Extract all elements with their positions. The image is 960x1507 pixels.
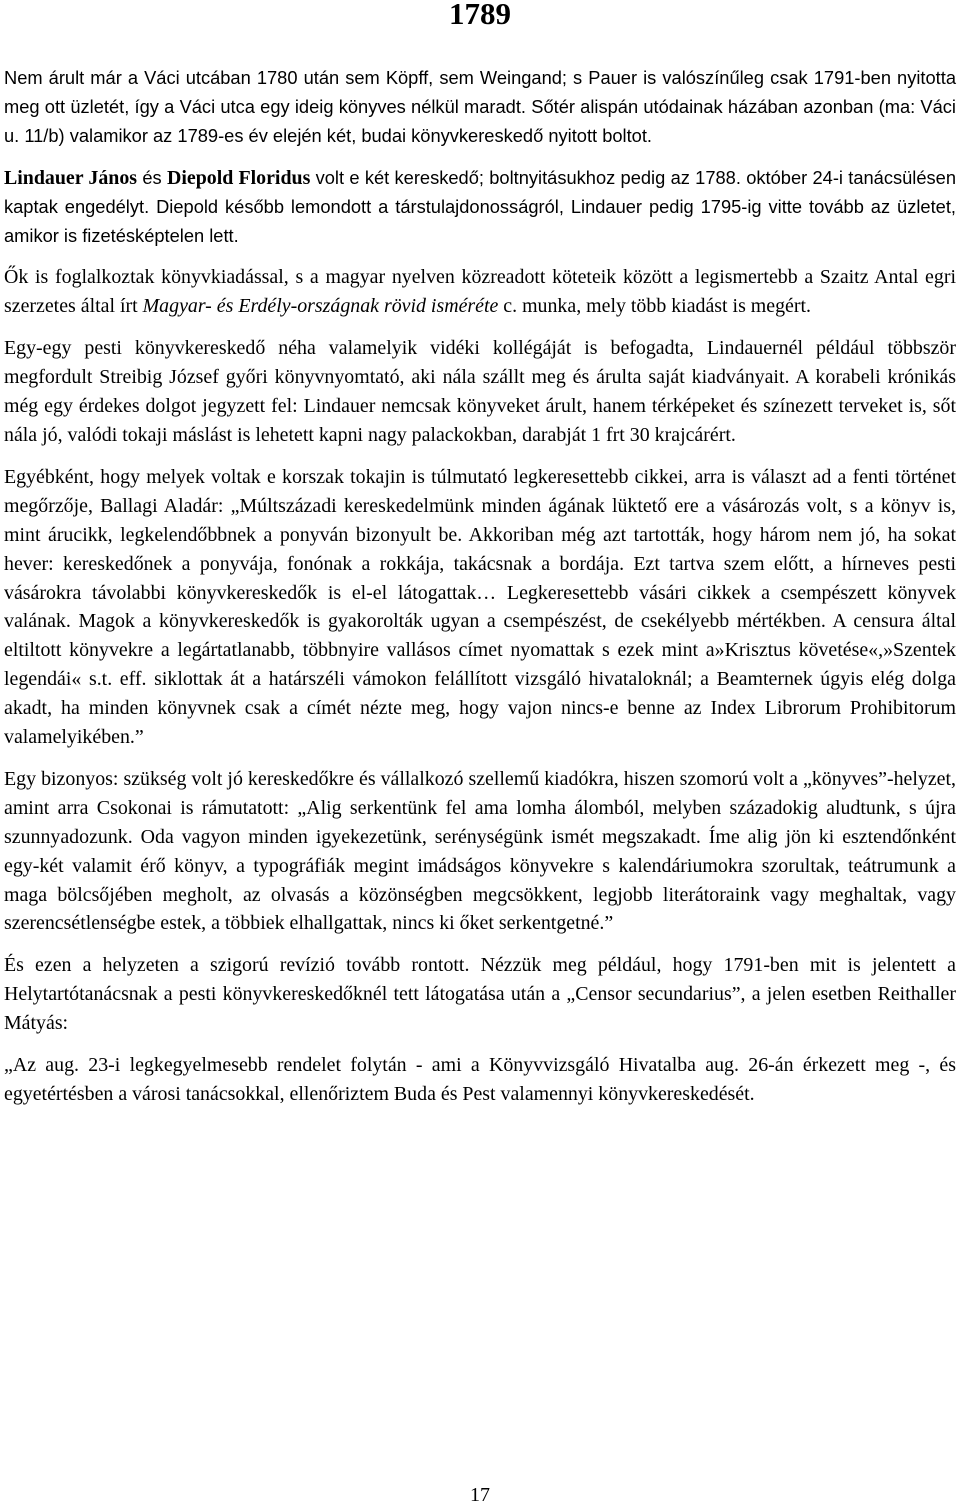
paragraph-2 — [4, 164, 956, 251]
paragraph-6: Egy bizonyos: szükség volt jó kereskedőkre és vállalkozó szellemű kiadókra, hiszen szomorú volt a „könyves”-helyzet, amint arra Csokonai is rámutatott: „Alig serkentünk fel ama lomha álomból, melyben századokig aludtunk, s újra szunnyadozunk. Oda vagyon minden igyekezetünk, serénységünk ismét megszakadt. Íme alig jön ki esztendőnként egy-két valamit érő könyv, a typográfiák megint imádságos könyvekre s kalendáriumokra szorultak, teátrumunk a maga bölcsőjében megholt, az olvasás a közönségben megcsökkent, legjobb literátoraink vagy meghaltak, vagy szerencsétlenségbe estek, a többiek elhallgattak, nincs ki őket serkentgetné.” — [4, 767, 956, 935]
paragraph-3-before: Ők is foglalkoztak könyvkiadással, s a magyar nyelven közreadott köteteik között a legismertebb a Szaitz Antal egri szerzetes által írt — [4, 266, 956, 318]
paragraph-3-after: c. munka, mely több kiadást is megért. — [498, 295, 811, 318]
name-diepold: Diepold Floridus — [166, 166, 311, 189]
paragraph-2-text-a: volt e két kereskedő; boltnyitásukhoz pedig az 1788. október 24-i tanácsülésen kaptak engedélyt. — [4, 166, 957, 217]
conjunction-text: és — [137, 166, 167, 188]
paragraph-5: Egyébként, hogy melyek voltak e korszak tokajin is túlmutató legkeresettebb cikkei, arra is választ ad a fenti történet megőrzője, Ballagi Aladár: „Múltszázadi kereskedelmünk minden ágának lüktető ere a vásározás volt, s a könyv is, mint árucikk, legkelendőbbnek a ponyván bizonyult be. Akkoriban még azt tartották, hogy három nem jó, ha sokat hever: kereskedőnek a ponyvája, fonónak a rokkája, takácsnak a bordája. Ezt tartva szem előtt, a hírneves pesti vásárokra távolabbi könyvkereskedők is el-el látogattak… Legkeresettebb vásári cikkek a csempészett könyvek valának. Magok a könyvkereskedők is gyakorolták ugyan a csempészést, de csekélyebb mértékben. A censura által eltiltott könyvekre a legártatlanabb, többnyire vallásos címet nyomattak s ezek mint a»Krisztus követése«,»Szentek legendái« s.t. eff. siklottak át a határszéli vámokon felállított vizsgáló hivataloknál; a Beamternek úgyis elég dolga akadt, ha minden könyvnek csak a címét nézte meg, hogy vajon nincs-e benne az Index Librorum Prohibitorum valamelyikében.” — [4, 465, 956, 749]
paragraph-1-text: Nem árult már a Váci utcában 1780 után sem Köpff, sem Weingand; s Pauer is valószínűleg csak 1791-ben nyitotta meg ott üzletét, így a Váci utca egy ideig könyves nélkül maradt. Sőtér alispán utódainak házában azonban (ma: Váci u. 11/b) valamikor az 1789-es év elején két, budai könyvkereskedő nyitott boltot. — [4, 67, 956, 146]
paragraph-4: Egy-egy pesti könyvkereskedő néha valamelyik vidéki kollégáját is befogadta, Lindauernél például többször megfordult Streibig József győri könyvnyomtató, aki nála szállt meg és árulta saját kiadványait. A korabeli krónikás még egy érdekes dolgot jegyzett fel: Lindauer nemcsak könyveket árult, hanem térképeket és színezett terveket is, sőt nála jó, valódi tokaji máslást is lehetett kapni nagy palackokban, darabját 1 frt 30 krajcárért. — [4, 337, 956, 446]
page-number: 17 — [470, 1484, 490, 1506]
paragraph-1 — [4, 64, 956, 151]
paragraph-2-text-b: Diepold később lemondott a társtulajdonosságról, Lindauer pedig 1795-ig vitte tovább az üzletet, amikor is fizetésképtelen lett. — [4, 195, 956, 246]
name-lindauer: Lindauer János — [4, 166, 138, 189]
page-title: 1789 — [449, 0, 511, 31]
paragraph-7: És ezen a helyzeten a szigorú revízió tovább rontott. Nézzük meg például, hogy 1791-ben mit is jelentett a Helytartótanácsnak a pesti könyvkereskedőknél tett látogatása után a „Censor secundarius”, a jelen esetben Reithaller Mátyás: — [4, 954, 956, 1035]
paragraph-8: „Az aug. 23-i legkegyelmesebb rendelet folytán - ami a Könyvvizsgáló Hivatalba aug. 26-án érkezett meg -, és egyetértésben a városi tanácsokkal, ellenőriztem Buda és Pest valamennyi könyvkereskedését. — [4, 1054, 956, 1105]
paragraph-3 — [4, 263, 956, 321]
body-text — [4, 64, 956, 1122]
book-title: Magyar- és Erdély-országnak rövid isméréte — [142, 295, 499, 318]
